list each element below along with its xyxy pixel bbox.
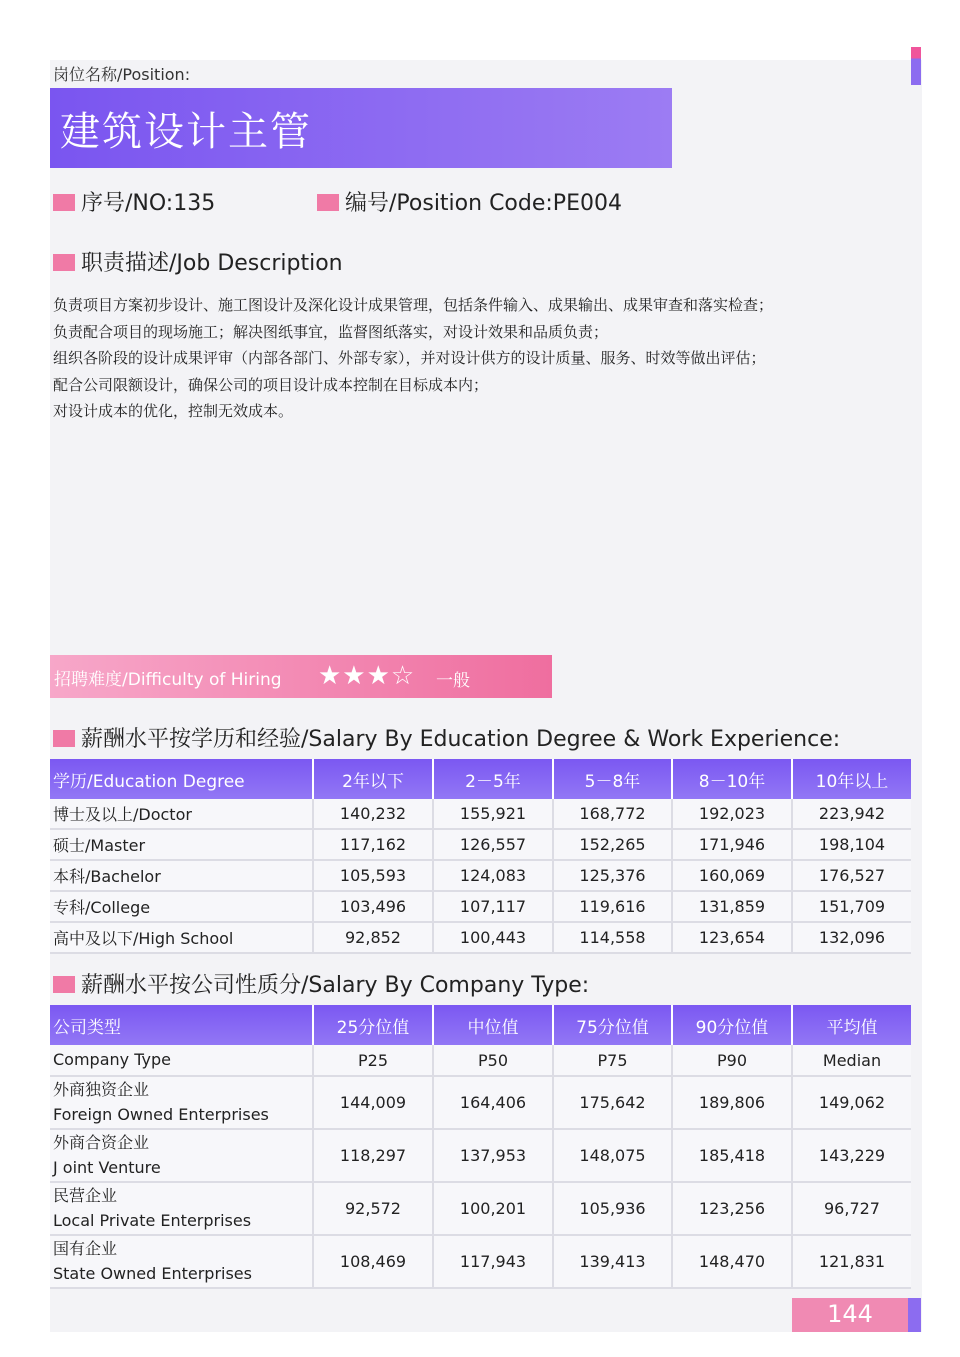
table-cell: 123,654 [672, 922, 792, 953]
table-cell: 117,162 [313, 829, 433, 860]
position-code-text: 编号/Position Code:PE004 [345, 191, 622, 216]
row-label-cn: 外商独资企业 [53, 1080, 150, 1099]
table-row [50, 860, 911, 891]
difficulty-band [50, 655, 552, 698]
table-row [50, 1076, 911, 1129]
job-description-line: 负责配合项目的现场施工；解决图纸事宜，监督图纸落实，对设计效果和品质负责； [53, 322, 609, 341]
bullet-square-icon [53, 254, 75, 271]
column-header: 25分位值 [313, 1005, 433, 1045]
table-cell: 140,232 [313, 799, 433, 829]
edu-table-heading [53, 722, 840, 753]
table-cell: 189,806 [672, 1076, 792, 1129]
row-label: 高中及以下/High School [50, 922, 313, 953]
table-row [50, 1235, 911, 1288]
table-cell: 143,229 [792, 1129, 911, 1182]
row-label: 专科/College [50, 891, 313, 922]
right-edge-accent [911, 47, 921, 85]
table-row [50, 799, 911, 829]
table-cell: 92,852 [313, 922, 433, 953]
table-cell: 100,443 [433, 922, 553, 953]
table-cell: 126,557 [433, 829, 553, 860]
column-header: 中位值 [433, 1005, 553, 1045]
table-cell: 148,075 [553, 1129, 672, 1182]
salary-by-education-table [50, 759, 911, 954]
table-cell: 131,859 [672, 891, 792, 922]
page-edge-strip [908, 1298, 921, 1332]
table-cell: 119,616 [553, 891, 672, 922]
table-cell: 164,406 [433, 1076, 553, 1129]
table-cell: 198,104 [792, 829, 911, 860]
difficulty-label: 招聘难度/Difficulty of Hiring [54, 670, 282, 690]
position-code [317, 186, 622, 217]
table-cell: 123,256 [672, 1182, 792, 1235]
table-cell: 108,469 [313, 1235, 433, 1288]
table-cell: 132,096 [792, 922, 911, 953]
row-label: Company Type [50, 1045, 313, 1076]
table-row [50, 829, 911, 860]
table-header-row [50, 1005, 911, 1045]
column-header: 5－8年 [553, 759, 672, 799]
row-label [50, 1129, 313, 1182]
row-label-en: Local Private Enterprises [53, 1211, 252, 1230]
table-cell: 118,297 [313, 1129, 433, 1182]
company-table-heading [53, 968, 589, 999]
job-description-line: 配合公司限额设计，确保公司的项目设计成本控制在目标成本内； [53, 375, 489, 394]
table-cell: 223,942 [792, 799, 911, 829]
table-cell: 185,418 [672, 1129, 792, 1182]
difficulty-level: 一般 [436, 671, 470, 691]
table-subheader-row [50, 1045, 911, 1076]
job-description-line: 负责项目方案初步设计、施工图设计及深化设计成果管理，包括条件输入、成果输出、成果审查和落实检查； [53, 296, 774, 314]
row-label-cn: 外商合资企业 [53, 1133, 150, 1152]
row-label [50, 1235, 313, 1288]
row-label: 博士及以上/Doctor [50, 799, 313, 829]
table-cell: 192,023 [672, 799, 792, 829]
table-cell: P75 [553, 1045, 672, 1076]
table-cell: 105,936 [553, 1182, 672, 1235]
table-cell: 100,201 [433, 1182, 553, 1235]
table-cell: 175,642 [553, 1076, 672, 1129]
job-description [53, 292, 773, 425]
star-rating-icon: ★★★☆ [318, 661, 416, 691]
table-row [50, 922, 911, 953]
column-header: 2－5年 [433, 759, 553, 799]
table-cell: 144,009 [313, 1076, 433, 1129]
bullet-square-icon [53, 730, 75, 747]
position-label: 岗位名称/Position: [53, 65, 191, 84]
page-number: 144 [827, 1300, 873, 1328]
bullet-square-icon [317, 194, 339, 211]
table-cell: P90 [672, 1045, 792, 1076]
row-label-en: J oint Venture [53, 1158, 161, 1177]
table-row [50, 1129, 911, 1182]
table-cell: 107,117 [433, 891, 553, 922]
bullet-square-icon [53, 194, 75, 211]
table-cell: 117,943 [433, 1235, 553, 1288]
table-cell: 160,069 [672, 860, 792, 891]
salary-by-company-table [50, 1005, 911, 1289]
serial-number [53, 186, 215, 217]
table-cell: 149,062 [792, 1076, 911, 1129]
table-cell: 151,709 [792, 891, 911, 922]
table-header-row [50, 759, 911, 799]
table-cell: 124,083 [433, 860, 553, 891]
page-number-badge [792, 1298, 908, 1332]
row-label [50, 1182, 313, 1235]
table-cell: 155,921 [433, 799, 553, 829]
job-description-heading [53, 246, 343, 277]
bullet-square-icon [53, 976, 75, 993]
table-cell: Median [792, 1045, 911, 1076]
table-cell: 139,413 [553, 1235, 672, 1288]
row-label [50, 1076, 313, 1129]
column-header: 8－10年 [672, 759, 792, 799]
table-cell: P25 [313, 1045, 433, 1076]
table-cell: 96,727 [792, 1182, 911, 1235]
table-cell: 114,558 [553, 922, 672, 953]
row-label: 硕士/Master [50, 829, 313, 860]
row-label-cn: 国有企业 [53, 1239, 118, 1258]
column-header: 10年以上 [792, 759, 911, 799]
column-header: 2年以下 [313, 759, 433, 799]
serial-number-text: 序号/NO:135 [81, 191, 216, 216]
table-cell: 137,953 [433, 1129, 553, 1182]
row-label: 本科/Bachelor [50, 860, 313, 891]
column-header: 公司类型 [50, 1005, 313, 1045]
company-table-heading-text: 薪酬水平按公司性质分/Salary By Company Type: [81, 973, 590, 998]
column-header: 平均值 [792, 1005, 911, 1045]
table-row [50, 891, 911, 922]
table-cell: 148,470 [672, 1235, 792, 1288]
table-cell: 171,946 [672, 829, 792, 860]
column-header: 90分位值 [672, 1005, 792, 1045]
table-cell: 121,831 [792, 1235, 911, 1288]
table-cell: 168,772 [553, 799, 672, 829]
table-cell: 176,527 [792, 860, 911, 891]
title-band [50, 88, 672, 168]
job-description-heading-text: 职责描述/Job Description [81, 251, 343, 276]
edu-table-heading-text: 薪酬水平按学历和经验/Salary By Education Degree & Work Experience: [81, 727, 841, 752]
table-cell: 105,593 [313, 860, 433, 891]
table-cell: 92,572 [313, 1182, 433, 1235]
table-cell: 152,265 [553, 829, 672, 860]
column-header: 学历/Education Degree [50, 759, 313, 799]
row-label-en: Foreign Owned Enterprises [53, 1105, 269, 1124]
row-label-cn: 民营企业 [53, 1186, 118, 1205]
column-header: 75分位值 [553, 1005, 672, 1045]
table-cell: 125,376 [553, 860, 672, 891]
table-cell: 103,496 [313, 891, 433, 922]
table-cell: P50 [433, 1045, 553, 1076]
row-label-en: State Owned Enterprises [53, 1264, 252, 1283]
job-description-line: 组织各阶段的设计成果评审（内部各部门、外部专家），并对设计供方的设计质量、服务、时效等做出评估； [53, 349, 766, 367]
job-description-line: 对设计成本的优化，控制无效成本。 [53, 402, 294, 420]
table-row [50, 1182, 911, 1235]
position-title: 建筑设计主管 [60, 109, 312, 155]
